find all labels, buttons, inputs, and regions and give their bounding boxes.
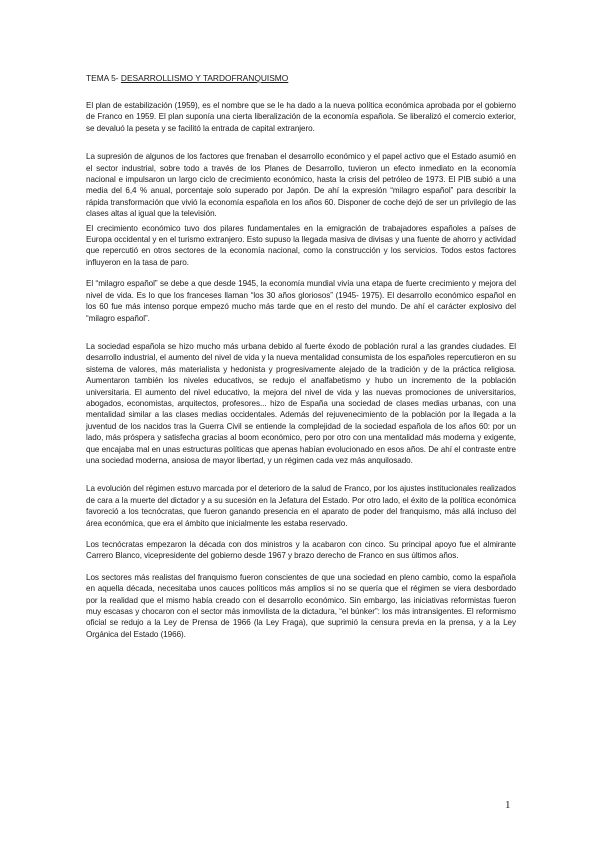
heading-prefix: TEMA 5- (86, 73, 121, 83)
page-number: 1 (505, 799, 511, 811)
paragraph-stabilization-plan: El plan de estabilización (1959), es el nombre que se le ha dado a la nueva política económica aprobada por el gobierno de Franco en 1959. El plan suponía una cierta liberalización de la economía española. Se liberalizó el comercio exterior, se devaluó la peseta y se facilitó la entrada de capital extranjero. (86, 101, 516, 133)
document-heading (86, 73, 288, 84)
paragraph-emigration-tourism: El crecimiento económico tuvo dos pilares fundamentales en la emigración de trabajadores españoles a países de Europa occidental y en el turismo extranjero. Esto supuso la llegada masiva de divisas y una fuente de ahorro y actividad que repercutió en otros sectores de la economía nacional, como la construcción y los servicios. Todos estos factores influyeron en la tasa de paro. (86, 223, 516, 267)
paragraph-regime-evolution: La evolución del régimen estuvo marcada por el deterioro de la salud de Franco, por los ajustes institucionales realizados de cara a la muerte del dictador y a su sucesión en la Jefatura del Estado. Por otro lado, el éxito de la política económica favoreció a los tecnócratas, que fueron ganando presencia en el aparato de poder del franquismo, más allá incluso del área económica, que era el ámbito que inicialmente les estaba reservado. (86, 484, 516, 528)
paragraph-economic-growth: La supresión de algunos de los factores que frenaban el desarrollo económico y el papel activo que el Estado asumió en el sector industrial, sobre todo a través de los Planes de Desarrollo, tuvieron un efecto inmediato en la economía nacional e impulsaron un largo ciclo de crecimiento económico, hasta la crisis del petróleo de 1973. El PIB subió a una media del 6,4 % anual, porcentaje solo superado por Japón. De ahí la expresión “milagro español” para describir la rápida transformación que vivió la economía española en los años 60. Disponer de coche dejó de ser un privilegio de las clases altas al igual que la televisión. (86, 152, 516, 219)
document-body (86, 100, 516, 640)
paragraph-reformism: Los sectores más realistas del franquismo fueron conscientes de que una sociedad en pleno cambio, como la española en aquella década, necesitaba unos cauces políticos más amplios si no se quería que el régimen se viera desbordado por la realidad que el mismo había creado con el desarrollo económico. Sin embargo, las iniciativas reformistas fueron muy escasas y chocaron con el sector más inmovilista de la dictadura, “el búnker”: los más intransigentes. El reformismo oficial se redujo a la Ley de Prensa de 1966 (la Ley Fraga), que suprimió la censura previa en la prensa, y a la Ley Orgánica del Estado (1966). (86, 572, 516, 639)
paragraph-spanish-society: La sociedad española se hizo mucho más urbana debido al fuerte éxodo de población rural a las grandes ciudades. El desarrollo industrial, el aumento del nivel de vida y la nueva mentalidad consumista de los españoles repercutieron en su sistema de valores, más materialista y hedonista y progresivamente alejado de la tradición y de la práctica religiosa. Aumentaron también los niveles educativos, se redujo el analfabetismo y hubo un incremento de la población universitaria. El aumento del nivel educativo, la mejora del nivel de vida y las nuevas promociones de universitarios, abogados, economistas, arquitectos, profesores... hizo de España una sociedad de clases medias urbanas, con una mentalidad similar a las clases medias occidentales. Además del rejuvenecimiento de la población por la llegada a la juventud de los nacidos tras la Guerra Civil se entiende la complejidad de la sociedad española de los años 60: por un lado, más próspera y satisfecha gracias al boom económico, pero por otro con una mentalidad más moderna y exigente, que encajaba mal en unas estructuras políticas que apenas habían evolucionado en esos años. De ahí el contraste entre una sociedad moderna, ansiosa de mayor libertad, y un régimen cada vez más anquilosado. (86, 341, 516, 465)
paragraph-spanish-miracle: El “milagro español” se debe a que desde 1945, la economía mundial vivía una etapa de fuerte crecimiento y mejora del nivel de vida. Es lo que los franceses llaman “los 30 años gloriosos” (1945- 1975). El desarrollo económico español en los 60 fue más intenso porque empezó mucho más tarde que en el resto del mundo. De ahí el carácter explosivo del “milagro español”. (86, 279, 516, 323)
paragraph-technocrats: Los tecnócratas empezaron la década con dos ministros y la acabaron con cinco. Su principal apoyo fue el almirante Carrero Blanco, vicepresidente del gobierno desde 1967 y brazo derecho de Franco en sus últimos años. (86, 540, 516, 561)
heading-title: DESARROLLISMO Y TARDOFRANQUISMO (120, 73, 289, 83)
